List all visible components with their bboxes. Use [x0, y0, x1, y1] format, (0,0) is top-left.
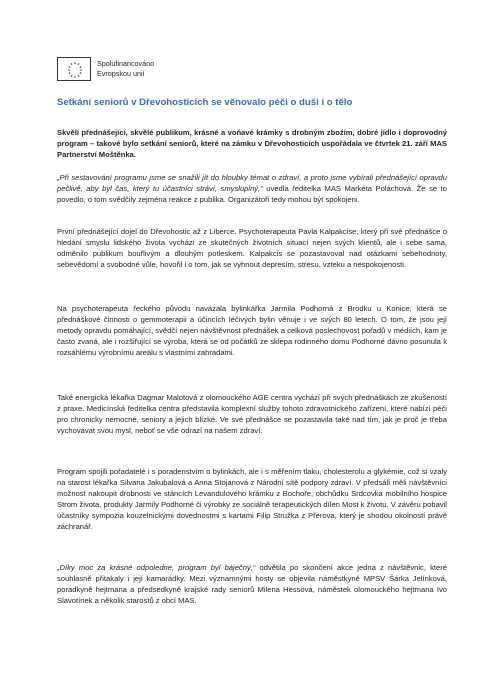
eu-cofinancing-header	[57, 57, 317, 89]
paragraph-1	[57, 172, 447, 205]
paragraph-4: Také energická lékařka Dagmar Malotová z olomouckého AGE centra vychází při svých přednáškách ze zkušeností z praxe. Medicínská ředitelka centra představila komplexní služby tohoto zdravotnického zařízení, které nabízí péči pro chronicky nemocné, seniory a jejich blízké. Ve své přednášce se pozastavila také nad tím, jak je proč je třeba vychovávat svou mysl, neboť se vše odrazí na našem zdraví.	[57, 393, 447, 435]
paragraph-5: Program spojili pořadatelé i s poradenstvím o bylinkách, ale i s měřením tlaku, cholesterolu a glykémie, což si vzaly na starost lékařka Silvana Jakubalová a Anna Stojanová z Národní sítě podpory zdraví. V předsálí měli návštěvníci možnost nakoupit drobnosti ve stáncích Levandulového krámku z Bochoře, obchůdku Srdcovka mobilního hospice Strom života, produkty Jarmily Podhorné či výrobky ze sociálně terapeutických dílen Most k životu. V závěru pobavil účastníky sympozia kouzelnickými dovednostmi s kartami Filip Stružka z Přerova, který je shodou okolností právě záchranář.	[57, 467, 447, 531]
paragraph-6-text: odvětila po skončení akce jedna z návštěvnic, které souhlasně přitakaly i její kamarádky. Mezi významnými hosty se objevila náměstkyně MPSV Šárka Jelínková, poradkyně hejtmana a předsedkyně krajské rady seniorů Milena Hessová, náměstek olomouckého hejtmana Ivo Slavotínek a několik starostů z obcí MAS.	[57, 563, 447, 605]
paragraph-3: Na psychoterapeuta řeckého původu navázala bylinkářka Jarmila Podhorná z Brodku u Konice, která se přednáškové činnosti o gemmoterapii a účincích léčivých bylin věnuje i ve svých 80 letech. O tom, že jsou její metody opravdu pomáhající, svědčí nejen návštěvnost přednášek a celková poslechovost pořadů v médiích, kam je často zvaná, ale i rozšiřující se výroba, která se od počátků ze sklepa rodinného domu Podhorné dávno posunula k rozsáhlému výrobnímu areálu s vlastními zahradami.	[57, 304, 447, 357]
paragraph-1-quote: „Při sestavování programu jsme se snažili jít do hloubky témat o zdraví, a proto jsme vybírali přednášející opravdu pečlivě, aby byl čas, který tu účastníci stráví, smysluplný,“	[57, 173, 447, 193]
cofinancing-text	[97, 59, 154, 78]
article-title: Setkání seniorů v Dřevohosticích se věnovalo péči o duši i o tělo	[57, 97, 353, 108]
paragraph-6-quote: „Díky moc za krásné odpoledne, program byl báječný,“	[57, 563, 256, 572]
cofinancing-line-2: Evropskou unií	[97, 68, 145, 78]
paragraph-2: První přednášející dojel do Dřevohostic až z Liberce. Psychoterapeuta Pavla Kalpakcise, který při své přednášce o hledání smyslu lidského života vychází ze skutečných životních situací nejen svých klientů, ale i sebe sama, odměnilo publikum bouřlivým a dlouhým potleskem. Kalpakcis se pozastavoval nad otázkami sebehodnoty, sebevědomí a svobodné vůle, hovořil i o tom, jak se vyhnout depresím, stresu, vzteku a nespokojenosti.	[57, 227, 447, 269]
paragraph-6	[57, 562, 447, 606]
cofinancing-line-1: Spolufinancováno	[97, 59, 155, 68]
article-lead: Skvělí přednášející, skvělé publikum, krásné a voňavé krámky s drobným zbožím, dobré jídlo i doprovodný program – takové bylo setkání seniorů, které na zámku v Dřevohosticích uspořádala ve čtvrtek 21. září MAS Partnerství Moštěnka.	[57, 128, 447, 159]
eu-flag-icon	[57, 57, 91, 81]
paragraph-1-text: uvedla ředitelka MAS Markéta Poláchová. Že se to povedlo, o tom svědčily zejména reakce z publika. Organizátoři tedy mohou být spokojeni.	[57, 184, 447, 204]
